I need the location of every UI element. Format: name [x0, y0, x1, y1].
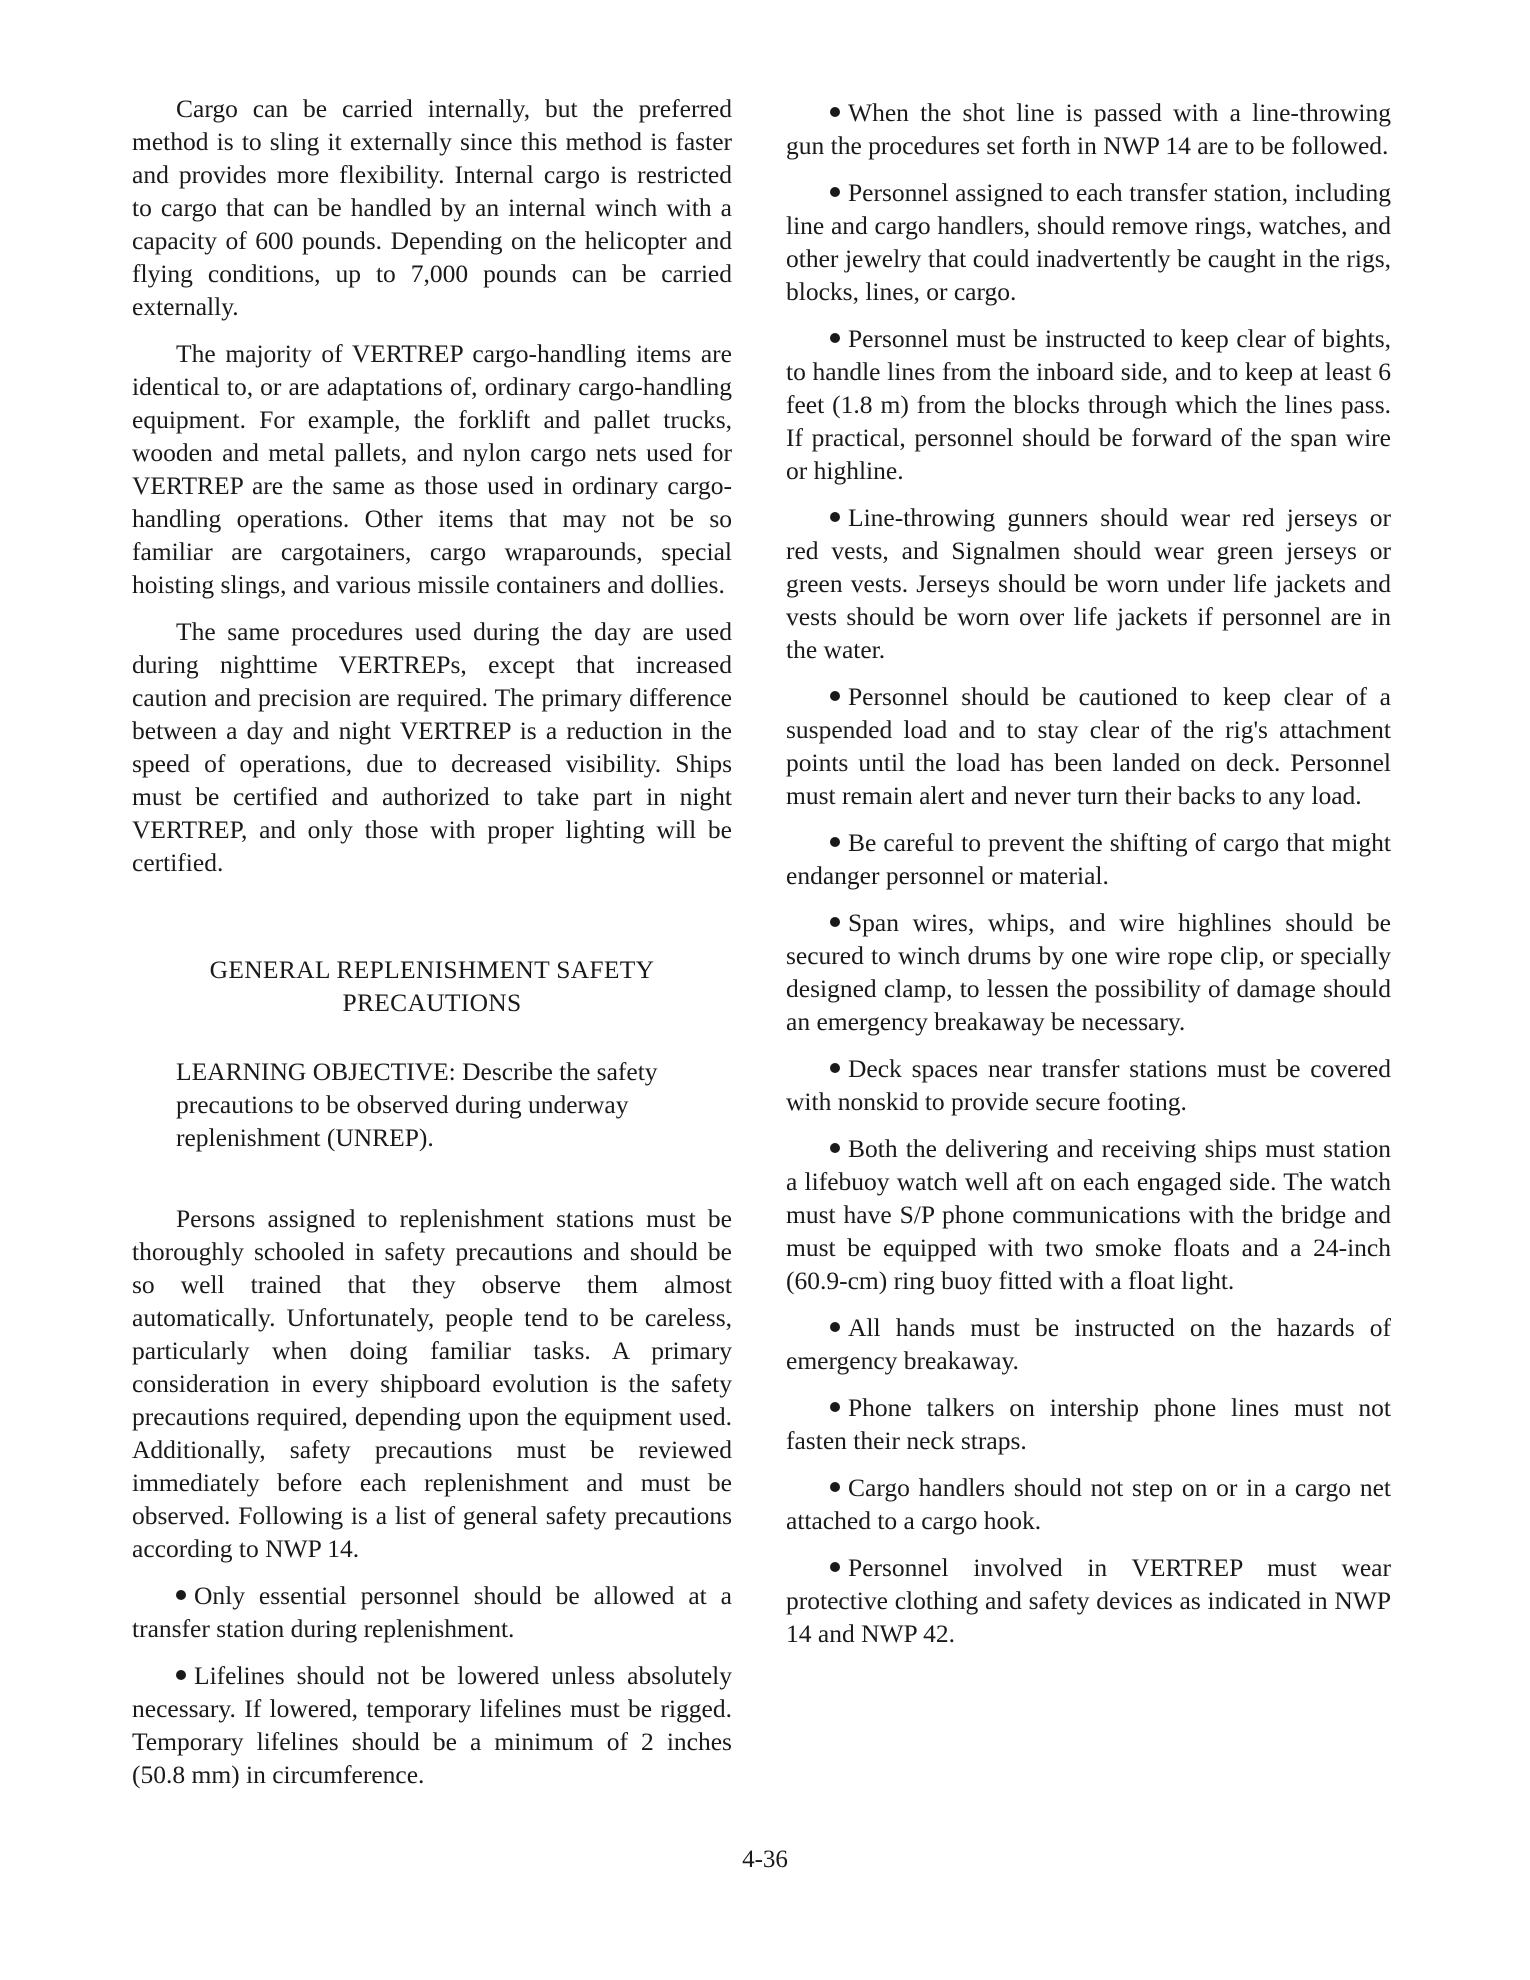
bullet-item	[132, 1659, 732, 1791]
bullet-item	[786, 501, 1391, 666]
bullet-text: Line-throwing gunners should wear red jerseys or red vests, and Signalmen should wear green jerseys or green vests. Jerseys should be worn under life jackets and vests should be worn over life jackets if personnel are in the water.	[786, 503, 1391, 664]
bullet-icon	[830, 512, 840, 522]
bullet-icon	[830, 1562, 840, 1572]
bullet-icon	[830, 107, 840, 117]
bullet-item	[786, 906, 1391, 1038]
body-paragraph: The majority of VERTREP cargo-handling items are identical to, or are adaptations of, ordinary cargo-handling equipment. For example, the forklift and pallet trucks, wooden and metal pallets, and nylon cargo nets used for VERTREP are the same as those used in ordinary cargo-handling operations. Other items that may not be so familiar are cargotainers, cargo wraparounds, special hoisting slings, and various missile containers and dollies.	[132, 339, 732, 599]
bullet-icon	[830, 1063, 840, 1073]
bullet-text: Span wires, whips, and wire highlines should be secured to winch drums by one wire rope clip, or specially designed clamp, to lessen the possibility of damage should an emergency breakaway be necessary.	[786, 908, 1391, 1036]
bullet-text: Personnel should be cautioned to keep clear of a suspended load and to stay clear of the rig's attachment points until the load has been landed on deck. Personnel must remain alert and never turn their backs to any load.	[786, 682, 1391, 810]
bullet-item	[786, 826, 1391, 892]
bullet-item	[786, 176, 1391, 308]
bullet-text: Only essential personnel should be allowed at a transfer station during replenishment.	[132, 1581, 732, 1643]
bullet-item	[786, 680, 1391, 812]
bullet-text: Personnel must be instructed to keep clear of bights, to handle lines from the inboard side, and to keep at least 6 feet (1.8 m) from the blocks through which the lines pass. If practical, personnel should be forward of the span wire or highline.	[786, 324, 1391, 485]
section-heading	[132, 953, 732, 1019]
body-paragraph: The same procedures used during the day are used during nighttime VERTREPs, except that increased caution and precision are required. The primary difference between a day and night VERTREP is a reduction in the speed of operations, due to decreased visibility. Ships must be certified and authorized to take part in night VERTREP, and only those with proper lighting will be certified.	[132, 617, 732, 877]
bullet-text: Both the delivering and receiving ships must station a lifebuoy watch well aft on each engaged side. The watch must have S/P phone communications with the bridge and must be equipped with two smoke floats and a 24-inch (60.9-cm) ring buoy fitted with a float light.	[786, 1134, 1391, 1295]
bullet-item	[786, 96, 1391, 162]
bullet-text: All hands must be instructed on the hazards of emergency breakaway.	[786, 1313, 1391, 1375]
bullet-item	[786, 1132, 1391, 1297]
bullet-text: Cargo handlers should not step on or in a cargo net attached to a cargo hook.	[786, 1473, 1391, 1535]
bullet-text: Personnel assigned to each transfer station, including line and cargo handlers, should remove rings, watches, and other jewelry that could inadvertently be caught in the rigs, blocks, lines, or cargo.	[786, 178, 1391, 306]
bullet-item	[786, 1471, 1391, 1537]
bullet-icon	[176, 1590, 186, 1600]
right-column	[786, 96, 1391, 1664]
left-column	[132, 92, 732, 1805]
bullet-text: Personnel involved in VERTREP must wear protective clothing and safety devices as indicated in NWP 14 and NWP 42.	[786, 1553, 1391, 1648]
bullet-text: Be careful to prevent the shifting of cargo that might endanger personnel or material.	[786, 828, 1391, 890]
bullet-text: Lifelines should not be lowered unless absolutely necessary. If lowered, temporary lifelines must be rigged. Temporary lifelines should be a minimum of 2 inches (50.8 mm) in circumference.	[132, 1661, 732, 1789]
body-paragraph: Persons assigned to replenishment stations must be thoroughly schooled in safety precautions and should be so well trained that they observe them almost automatically. Unfortunately, people tend to be careless, particularly when doing familiar tasks. A primary consideration in every shipboard evolution is the safety precautions required, depending upon the equipment used. Additionally, safety precautions must be reviewed immediately before each replenishment and must be observed. Following is a list of general safety precautions according to NWP 14.	[132, 1204, 732, 1563]
learning-objective: LEARNING OBJECTIVE: Describe the safety precautions to be observed during underway replenishment (UNREP).	[176, 1057, 658, 1152]
bullet-item	[786, 322, 1391, 487]
bullet-item	[786, 1052, 1391, 1118]
bullet-icon	[830, 691, 840, 701]
bullet-icon	[176, 1670, 186, 1680]
bullet-text: Deck spaces near transfer stations must be covered with nonskid to provide secure footing.	[786, 1054, 1391, 1116]
bullet-icon	[830, 1143, 840, 1153]
section-heading-line: GENERAL REPLENISHMENT SAFETY	[209, 955, 655, 984]
bullet-text: When the shot line is passed with a line-throwing gun the procedures set forth in NWP 14 are to be followed.	[786, 98, 1391, 160]
bullet-icon	[830, 917, 840, 927]
bullet-item	[132, 1579, 732, 1645]
bullet-icon	[830, 187, 840, 197]
page-number: 4-36	[742, 1846, 788, 1873]
bullet-icon	[830, 1322, 840, 1332]
bullet-text: Phone talkers on intership phone lines must not fasten their neck straps.	[786, 1393, 1391, 1455]
bullet-item	[786, 1311, 1391, 1377]
bullet-icon	[830, 837, 840, 847]
body-paragraph: Cargo can be carried internally, but the preferred method is to sling it externally since this method is faster and provides more flexibility. Internal cargo is restricted to cargo that can be handled by an internal winch with a capacity of 600 pounds. Depending on the helicopter and flying conditions, up to 7,000 pounds can be carried externally.	[132, 94, 732, 321]
bullet-icon	[830, 333, 840, 343]
bullet-item	[786, 1551, 1391, 1650]
section-heading-line: PRECAUTIONS	[342, 988, 522, 1017]
bullet-icon	[830, 1402, 840, 1412]
bullet-icon	[830, 1482, 840, 1492]
bullet-item	[786, 1391, 1391, 1457]
